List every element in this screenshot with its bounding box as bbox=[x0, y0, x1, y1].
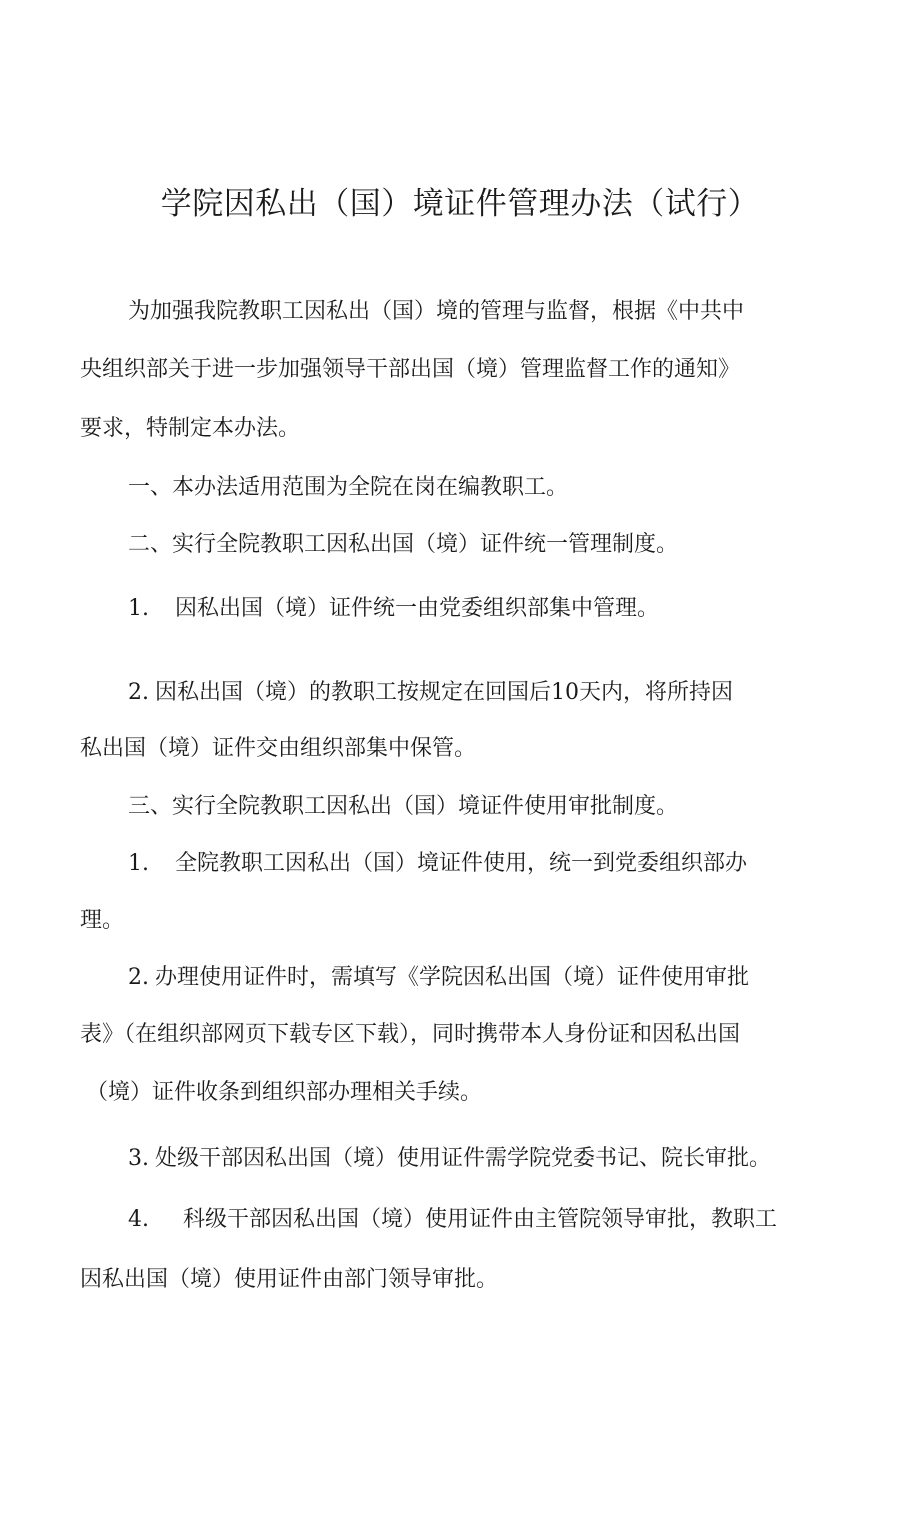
section-3-item-2-line-1 bbox=[128, 962, 888, 994]
section-1-text: 一、本办法适用范围为全院在岗在编教职工。 bbox=[128, 475, 569, 500]
item-text: 处级干部因私出国（境）使用证件需学院党委书记、院长审批。 bbox=[155, 1146, 772, 1171]
item-text: 因私出国（境）证件统一由党委组织部集中管理。 bbox=[175, 596, 660, 621]
item-text: 因私出国（境）的教职工按规定在回国后10天内，将所持因 bbox=[155, 680, 733, 705]
intro-line-3: 要求，特制定本办法。 bbox=[80, 416, 301, 441]
section-3-item-2-line-2: 表》（在组织部网页下载专区下载），同时携带本人身份证和因私出国 bbox=[80, 1022, 741, 1047]
document-title: 学院因私出（国）境证件管理办法（试行） bbox=[160, 186, 760, 222]
item-number: 2. bbox=[128, 965, 149, 990]
section-2-heading: 二、实行全院教职工因私出国（境）证件统一管理制度。 bbox=[128, 532, 679, 557]
section-3-item-2-line-3: （境）证件收条到组织部办理相关手续。 bbox=[86, 1080, 483, 1105]
item-number: 1. bbox=[128, 851, 149, 876]
section-3-item-4-line-2: 因私出国（境）使用证件由部门领导审批。 bbox=[80, 1267, 499, 1292]
item-text: 全院教职工因私出（国）境证件使用，统一到党委组织部办 bbox=[175, 851, 748, 876]
intro-line-1: 为加强我院教职工因私出（国）境的管理与监督，根据《中共中 bbox=[128, 299, 745, 324]
section-3-item-4-line-1 bbox=[128, 1204, 888, 1236]
section-3-item-1-line-2: 理。 bbox=[80, 908, 125, 933]
section-2-item-1 bbox=[128, 593, 888, 625]
section-3-item-3 bbox=[128, 1143, 888, 1175]
item-number: 3. bbox=[128, 1146, 149, 1171]
item-number: 4. bbox=[128, 1207, 149, 1232]
item-number: 1. bbox=[128, 596, 149, 621]
section-3-heading: 三、实行全院教职工因私出（国）境证件使用审批制度。 bbox=[128, 794, 679, 819]
item-text: 办理使用证件时，需填写《学院因私出国（境）证件使用审批 bbox=[155, 965, 750, 990]
section-2-item-2-line-1 bbox=[128, 677, 888, 709]
item-text: 科级干部因私出国（境）使用证件由主管院领导审批，教职工 bbox=[183, 1207, 778, 1232]
section-3-item-1-line-1 bbox=[128, 848, 888, 880]
item-number: 2. bbox=[128, 680, 149, 705]
intro-line-2: 央组织部关于进一步加强领导干部出国（境）管理监督工作的通知》 bbox=[80, 357, 741, 382]
section-2-item-2-line-2: 私出国（境）证件交由组织部集中保管。 bbox=[80, 736, 477, 761]
